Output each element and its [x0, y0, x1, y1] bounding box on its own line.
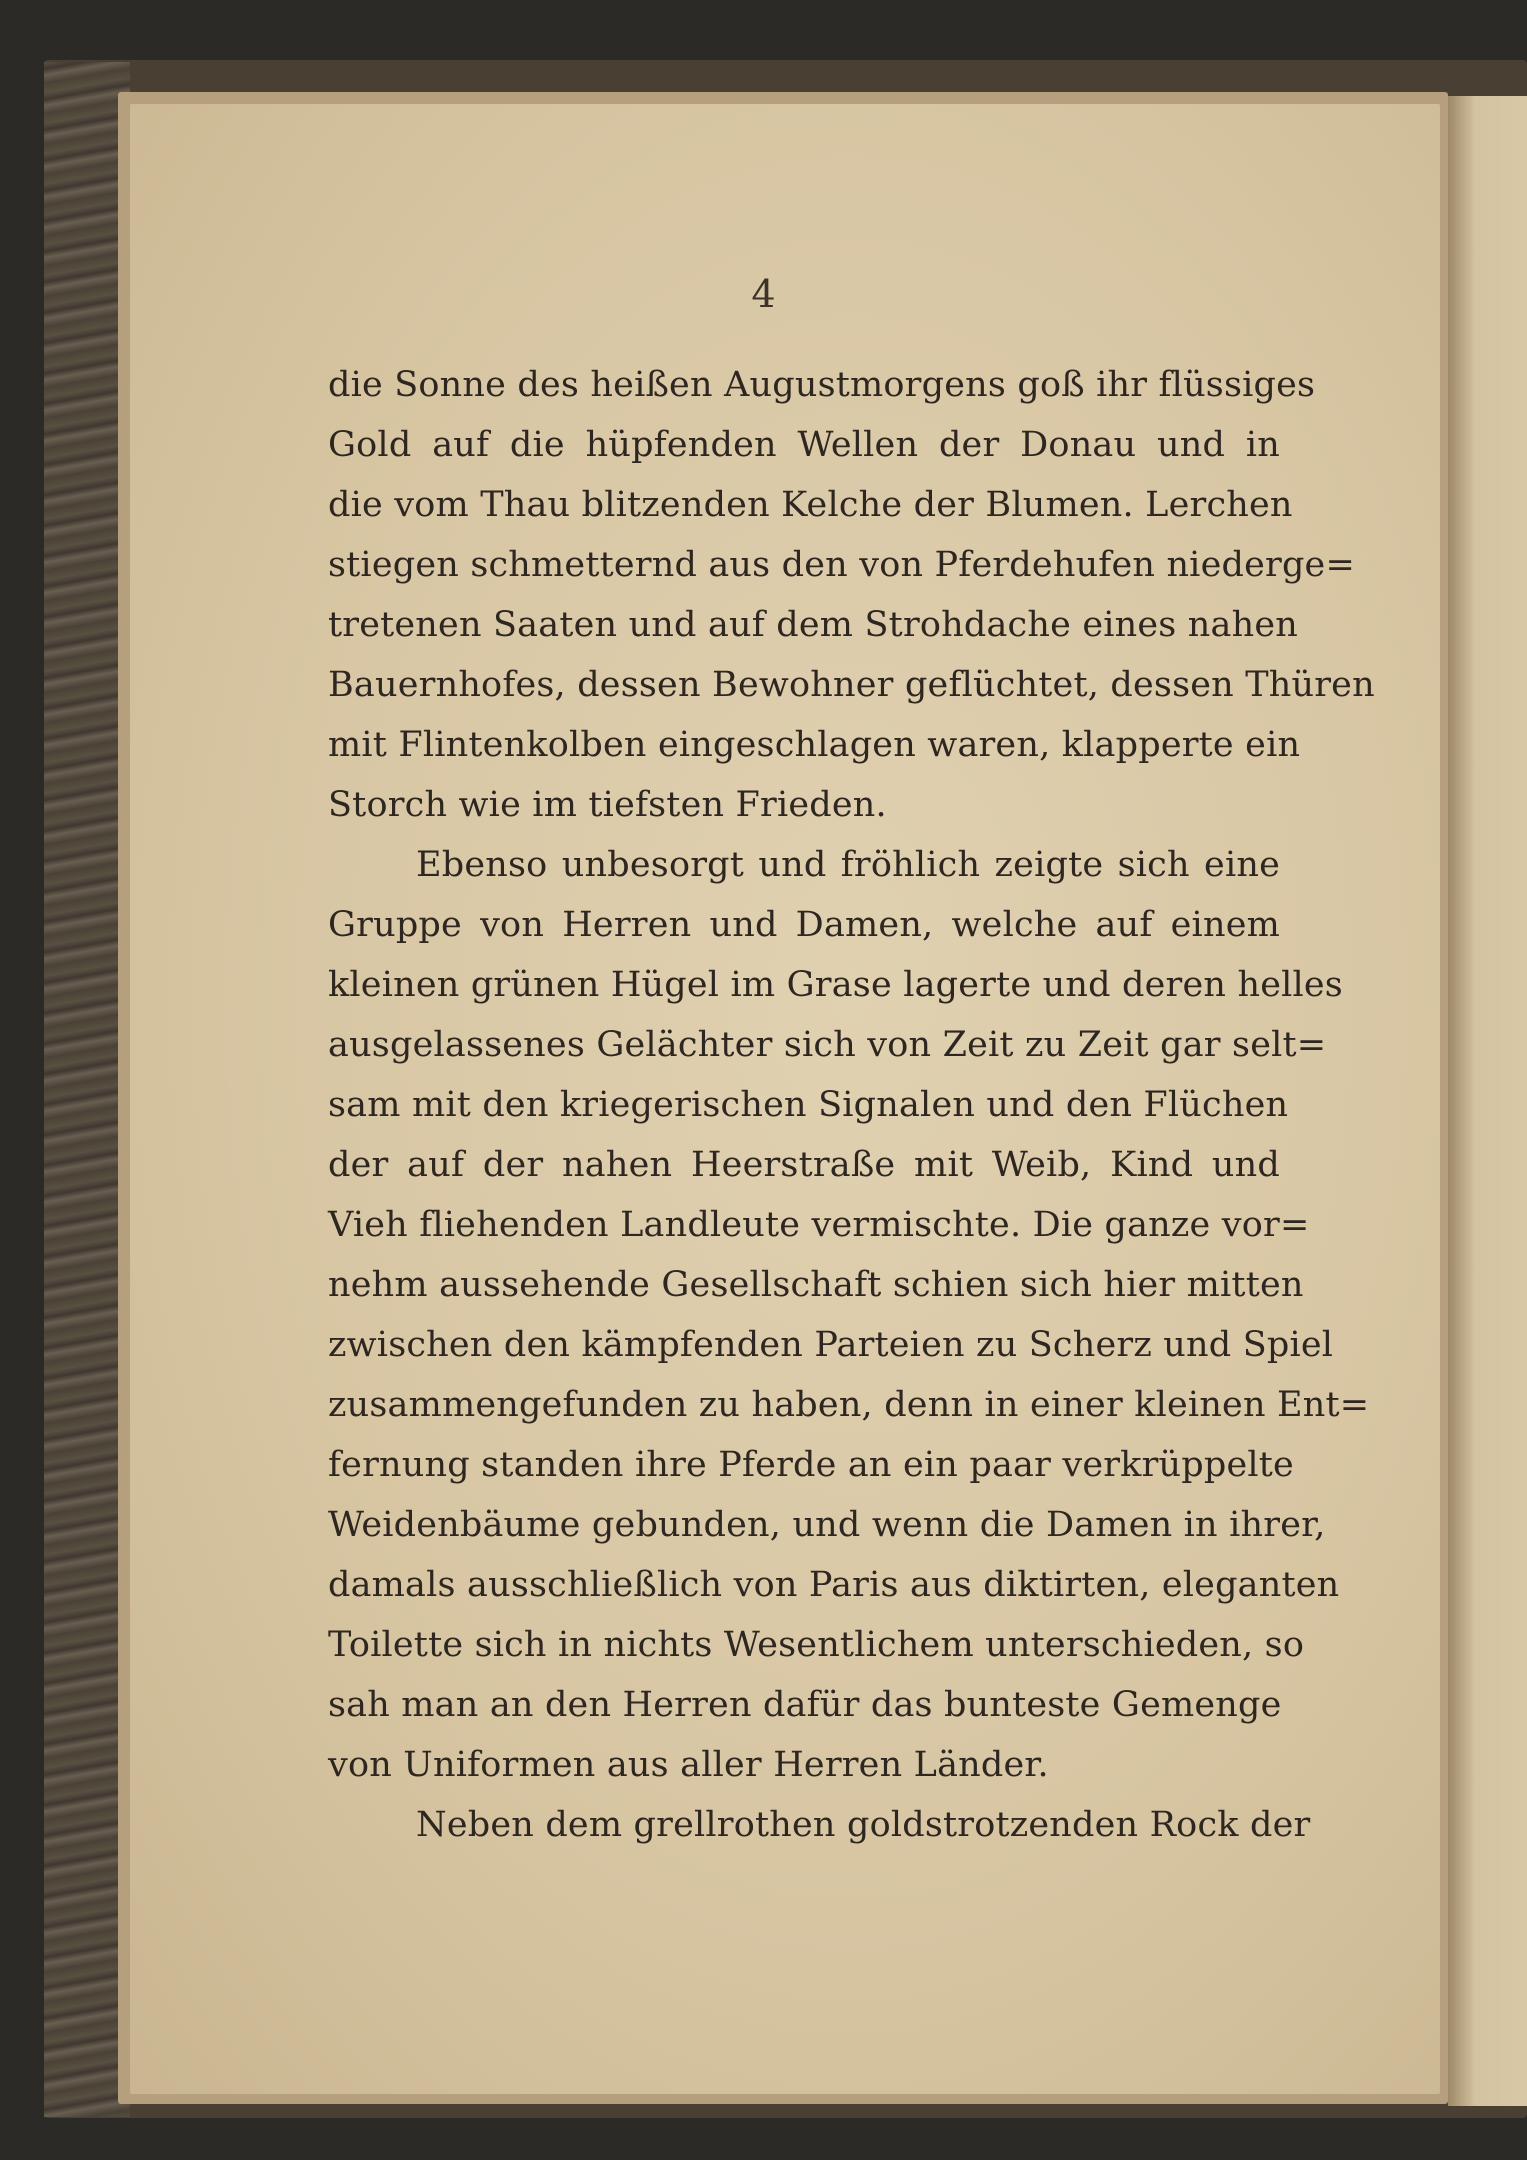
- text-line: kleinen grünen Hügel im Grase lagerte und deren helles: [328, 965, 1343, 1005]
- text-line: Storch wie im tiefsten Frieden.: [328, 785, 887, 825]
- text-line: zwischen den kämpfenden Parteien zu Scherz und Spiel: [328, 1325, 1334, 1365]
- body-text: [328, 355, 1375, 1855]
- text-line: nehm aussehende Gesellschaft schien sich hier mitten: [328, 1265, 1304, 1305]
- text-line: ausgelassenes Gelächter sich von Zeit zu Zeit gar selt=: [328, 1025, 1327, 1065]
- text-line: sam mit den kriegerischen Signalen und den Flüchen: [328, 1085, 1289, 1125]
- text-line: sah man an den Herren dafür das bunteste Gemenge: [328, 1685, 1282, 1725]
- text-line: zusammengefunden zu haben, denn in einer kleinen Ent=: [328, 1385, 1370, 1425]
- text-line: die vom Thau blitzenden Kelche der Blumen. Lerchen: [328, 485, 1293, 525]
- text-line: mit Flintenkolben eingeschlagen waren, klapperte ein: [328, 725, 1301, 765]
- facing-page-edge: [1448, 96, 1527, 2106]
- text-line: die Sonne des heißen Augustmorgens goß ihr flüssiges: [328, 365, 1316, 405]
- text-line: tretenen Saaten und auf dem Strohdache eines nahen: [328, 605, 1298, 645]
- text-line: Bauernhofes, dessen Bewohner geflüchtet, dessen Thüren: [328, 665, 1375, 705]
- text-line: Ebenso unbesorgt und fröhlich zeigte sich eine: [416, 845, 1280, 885]
- text-line: fernung standen ihre Pferde an ein paar verkrüppelte: [328, 1445, 1294, 1485]
- text-line: der auf der nahen Heerstraße mit Weib, Kind und: [328, 1145, 1280, 1185]
- text-line: von Uniformen aus aller Herren Länder.: [328, 1745, 1049, 1785]
- text-line: Vieh fliehenden Landleute vermischte. Die ganze vor=: [328, 1205, 1310, 1245]
- text-line: Neben dem grellrothen goldstrotzenden Rock der: [416, 1805, 1311, 1845]
- text-line: Weidenbäume gebunden, und wenn die Damen in ihrer,: [328, 1505, 1326, 1545]
- page-number: 4: [751, 272, 776, 316]
- text-line: Toilette sich in nichts Wesentlichem unterschieden, so: [328, 1625, 1305, 1665]
- text-line: Gold auf die hüpfenden Wellen der Donau und in: [328, 425, 1280, 465]
- text-line: Gruppe von Herren und Damen, welche auf einem: [328, 905, 1280, 945]
- text-line: damals ausschließlich von Paris aus diktirten, eleganten: [328, 1565, 1340, 1605]
- text-line: stiegen schmetternd aus den von Pferdehufen niederge=: [328, 545, 1355, 585]
